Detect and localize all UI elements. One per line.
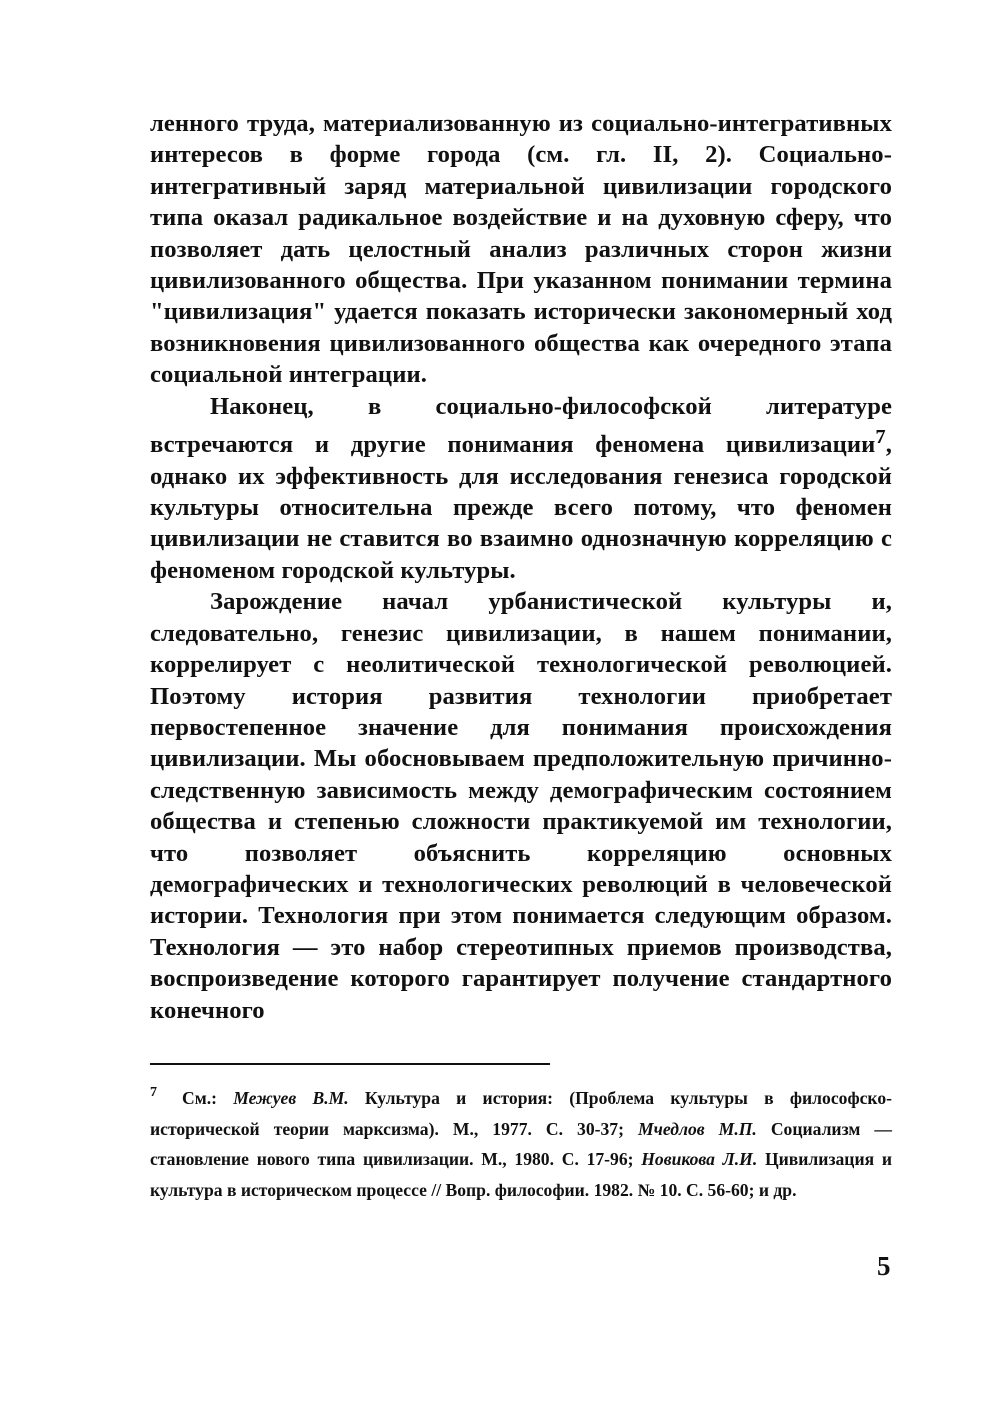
paragraph-2: Наконец, в социально-философской литературе встречаются и другие понимания феномена цивилизации$^7$, однако их эффективность для исследования генезиса городской культуры относительна прежде всего потому, что феномен цивилизации не ставится во взаимно однозначную корреляцию с феноменом городской культуры.: [150, 392, 892, 584]
paragraph-2-continuation: однако их эффективность для исследования генезиса городской культуры относительна прежде всего потому, что феномен цивилизации не ставится во взаимно однозначную корреляцию с феноменом городской культуры.: [150, 462, 892, 584]
paragraph-3: Зарождение начал урбанистической культуры и, следовательно, генезис цивилизации, в нашем понимании, коррелирует с неолитической технологической революцией. Поэтому история развития технологии приобретает первостепенное значение для понимания происхождения цивилизации. Мы обосновываем предположительную причинно-следственную зависимость между демографическим состоянием общества и степенью сложности практикуемой им технологии, что позволяет объяснить корреляцию основных демографических и технологических революций в человеческой истории. Технология при этом понимается следующим образом. Технология — это набор стереотипных приемов производства, воспроизведение которого гарантирует получение стандартного конечного: [150, 588, 892, 1024]
footnote-divider: [150, 1063, 550, 1065]
footnote-text-1: См.:: [182, 1088, 234, 1108]
footnote-text-2: Культура и история: (Проблема культуры в философско-исторической теории марксизма). М., 1977. С. 30-37;: [150, 1088, 892, 1139]
page-number: 5: [877, 1251, 891, 1281]
footnote-author-1: Межуев В.М.: [233, 1088, 349, 1108]
footnote: [150, 1078, 892, 1205]
paragraph-1: ленного труда, материализованную из социально-интегративных интересов в форме города (см. гл. II, 2). Социально-интегративный заряд материальной цивилизации городского типа оказал радикальное воздействие и на духовную сферу, что позволяет дать целостный анализ различных сторон жизни цивилизованного общества. При указанном понимании термина "цивилизация" удается показать исторически закономерный ход возникновения цивилизованного общества как очередного этапа социальной интеграции.: [150, 110, 892, 389]
footnote-text-4: Цивилизация и культура в историческом процессе // Вопр. философии. 1982. № 10. С. 56-60; и др.: [150, 1149, 892, 1200]
paragraph-2-text: Наконец, в социально-философской литературе встречаются и другие понимания феномена цивилизации: [150, 392, 892, 459]
footnote-author-2: Мчедлов М.П.: [637, 1118, 757, 1139]
footnote-reference: 7: [875, 426, 886, 449]
main-text: [150, 108, 892, 1026]
footnote-mark: 7: [150, 1085, 157, 1100]
footnote-author-3: Новикова Л.И.: [641, 1149, 758, 1170]
footnote-text-3: Социализм — становление нового типа цивилизации. М., 1980. С. 17-96;: [150, 1118, 892, 1170]
